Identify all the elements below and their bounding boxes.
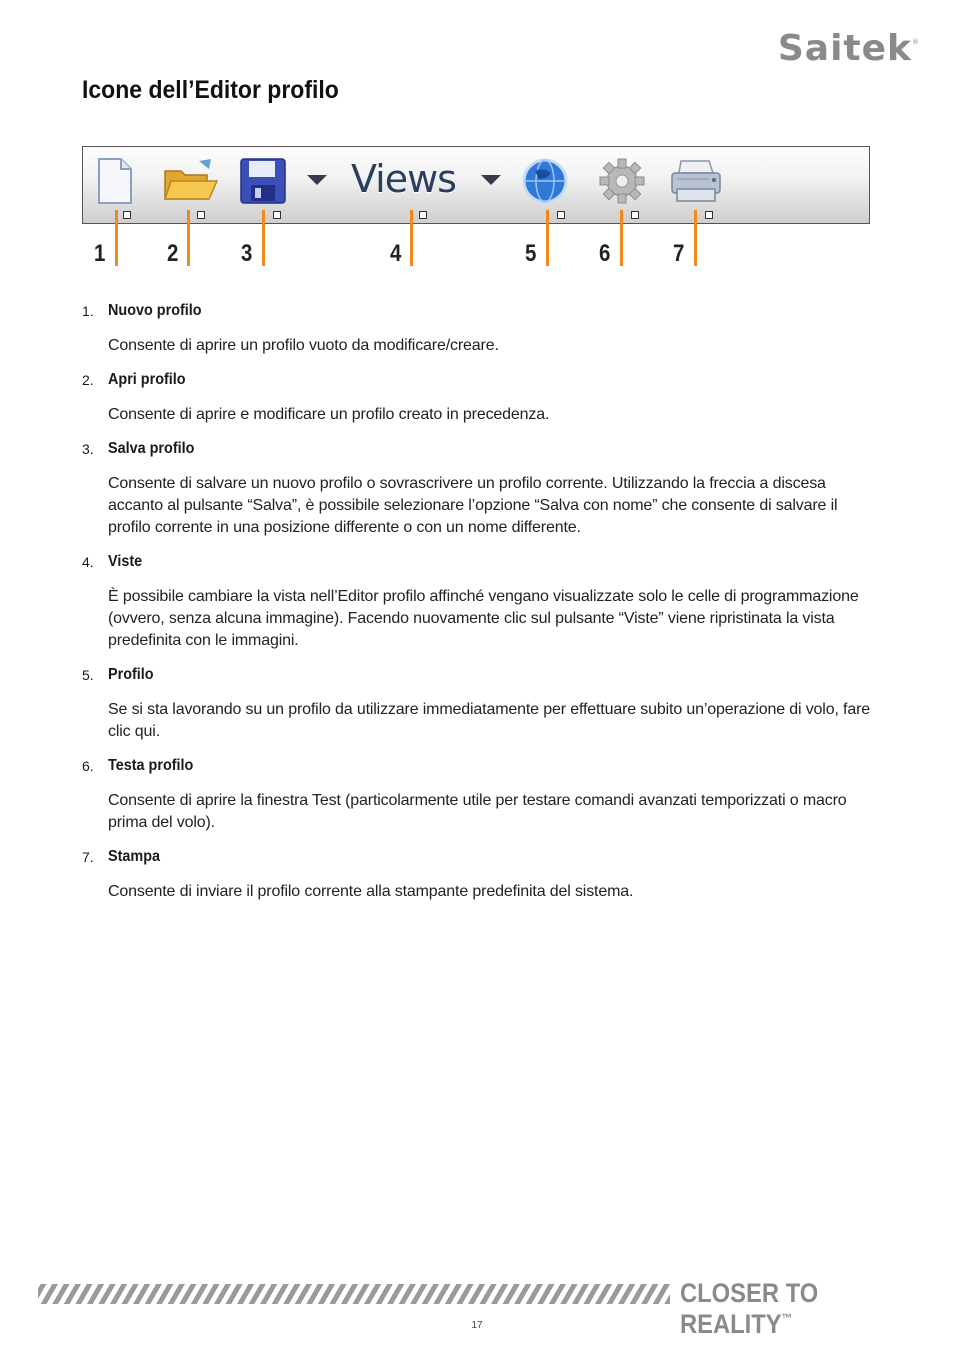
list-item (82, 846, 882, 903)
callout-number-1: 1 (94, 240, 106, 267)
item-number: 2. (82, 372, 94, 388)
list-item (82, 369, 882, 426)
item-title: Salva profilo (108, 440, 195, 457)
callout-line-3 (262, 210, 265, 266)
item-title: Stampa (108, 848, 161, 865)
views-dropdown-arrow-icon[interactable] (479, 173, 503, 187)
list-item (82, 755, 882, 834)
footer-stripes-decoration (38, 1284, 670, 1304)
item-description: È possibile cambiare la vista nell’Editor profilo affinché vengano visualizzate solo le celle di programmazione (ovvero, senza alcuna immagine). Facendo nuovamente clic sul pulsante “Viste” viene ripristinata la vista predefinita con le immagini. (108, 588, 859, 649)
item-number: 4. (82, 554, 94, 570)
item-title: Nuovo profilo (108, 302, 202, 319)
item-description: Consente di aprire la finestra Test (particolarmente utile per testare comandi avanzati temporizzati o macro prima del volo). (108, 792, 847, 831)
item-number: 7. (82, 849, 94, 865)
callout-number-7: 7 (673, 240, 685, 267)
item-description: Consente di aprire un profilo vuoto da modificare/creare. (108, 337, 499, 354)
callout-marker-5 (557, 211, 565, 219)
registered-mark: ® (912, 38, 920, 46)
callout-number-5: 5 (525, 240, 537, 267)
item-description: Consente di aprire e modificare un profilo creato in precedenza. (108, 406, 550, 423)
page-number: 17 (471, 1320, 483, 1331)
icon-descriptions-list (82, 300, 882, 915)
save-dropdown-arrow-icon[interactable] (305, 173, 329, 187)
callout-marker-3 (273, 211, 281, 219)
open-folder-icon[interactable] (163, 157, 219, 205)
callout-marker-2 (197, 211, 205, 219)
list-item (82, 438, 882, 539)
saitek-logo (778, 28, 920, 69)
item-description: Consente di inviare il profilo corrente alla stampante predefinita del sistema. (108, 883, 634, 900)
callout-number-2: 2 (167, 240, 179, 267)
printer-icon[interactable] (669, 157, 723, 205)
callout-line-5 (546, 210, 549, 266)
item-number: 6. (82, 758, 94, 774)
list-item (82, 300, 882, 357)
callout-number-6: 6 (599, 240, 611, 267)
gear-icon[interactable] (597, 157, 647, 205)
save-disk-icon[interactable] (239, 157, 287, 205)
brand-name: Saitek (777, 28, 912, 69)
tagline-text: CLOSER TO REALITY (680, 1278, 819, 1339)
callout-number-3: 3 (241, 240, 253, 267)
callout-line-1 (115, 210, 118, 266)
callout-line-7 (694, 210, 697, 266)
callout-marker-4 (419, 211, 427, 219)
item-number: 3. (82, 441, 94, 457)
profile-editor-toolbar (82, 146, 870, 224)
list-item (82, 551, 882, 652)
callout-marker-1 (123, 211, 131, 219)
globe-icon[interactable] (521, 157, 569, 205)
callout-line-2 (187, 210, 190, 266)
item-description: Consente di salvare un nuovo profilo o sovrascrivere un profilo corrente. Utilizzando la freccia a discesa accanto al pulsante “Salva”, è possibile selezionare l’opzione “Salva con nome” che consente di salvare il profilo corrente in una posizione differente o con un nome differente. (108, 475, 838, 536)
callout-line-4 (410, 210, 413, 266)
new-page-icon[interactable] (95, 157, 135, 205)
views-button[interactable]: Views (351, 157, 456, 201)
item-number: 1. (82, 303, 94, 319)
item-title: Viste (108, 553, 143, 570)
list-item (82, 664, 882, 743)
callout-marker-6 (631, 211, 639, 219)
item-title: Testa profilo (108, 757, 194, 774)
page-title: Icone dell’Editor profilo (82, 76, 339, 104)
trademark-mark: ™ (781, 1311, 793, 1325)
callout-line-6 (620, 210, 623, 266)
item-title: Apri profilo (108, 371, 186, 388)
callout-number-4: 4 (390, 240, 402, 267)
callout-marker-7 (705, 211, 713, 219)
item-title: Profilo (108, 666, 154, 683)
item-description: Se si sta lavorando su un profilo da utilizzare immediatamente per effettuare subito un’operazione di volo, fare clic qui. (108, 701, 871, 740)
item-number: 5. (82, 667, 94, 683)
